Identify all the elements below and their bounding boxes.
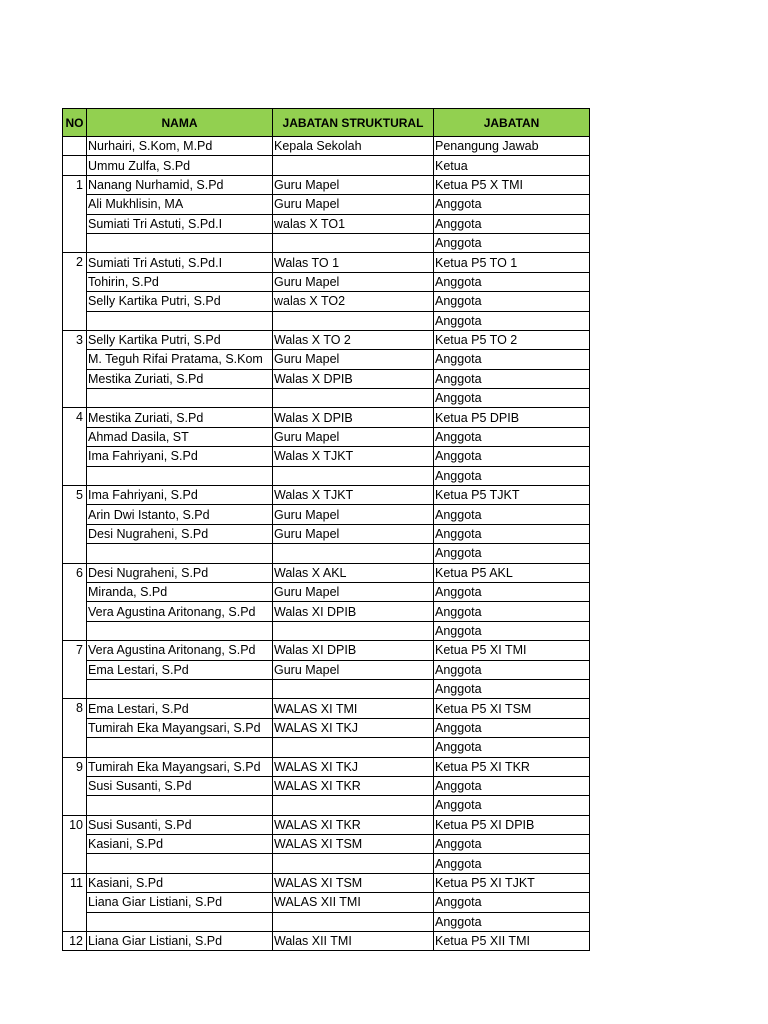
cell-nama: Kasiani, S.Pd [87, 873, 273, 892]
cell-no [63, 311, 87, 330]
cell-jabatan: Anggota [434, 544, 590, 563]
cell-jabatan-struktural: Walas X DPIB [273, 408, 434, 427]
cell-jabatan-struktural: WALAS XI TSM [273, 835, 434, 854]
cell-nama: Ima Fahriyani, S.Pd [87, 486, 273, 505]
header-no: NO [63, 109, 87, 137]
cell-jabatan-struktural: Walas X TJKT [273, 447, 434, 466]
cell-jabatan: Ketua P5 XII TMI [434, 932, 590, 951]
table-row [63, 563, 590, 582]
cell-jabatan: Anggota [434, 893, 590, 912]
cell-jabatan: Ketua P5 AKL [434, 563, 590, 582]
cell-nama: Vera Agustina Aritonang, S.Pd [87, 602, 273, 621]
cell-jabatan: Anggota [434, 582, 590, 601]
cell-jabatan: Ketua P5 XI TMI [434, 641, 590, 660]
cell-jabatan: Anggota [434, 621, 590, 640]
cell-no [63, 835, 87, 854]
cell-jabatan-struktural: WALAS XI TSM [273, 873, 434, 892]
cell-no: 3 [63, 330, 87, 349]
cell-no [63, 679, 87, 698]
cell-no [63, 660, 87, 679]
cell-jabatan: Anggota [434, 718, 590, 737]
table-row [63, 350, 590, 369]
cell-nama: Selly Kartika Putri, S.Pd [87, 292, 273, 311]
cell-nama: Selly Kartika Putri, S.Pd [87, 330, 273, 349]
table-row [63, 524, 590, 543]
table-row [63, 738, 590, 757]
cell-nama: Susi Susanti, S.Pd [87, 776, 273, 795]
cell-nama: Kasiani, S.Pd [87, 835, 273, 854]
cell-jabatan-struktural [273, 796, 434, 815]
cell-jabatan-struktural: Walas X AKL [273, 563, 434, 582]
cell-no [63, 214, 87, 233]
cell-nama [87, 912, 273, 931]
table-row [63, 893, 590, 912]
cell-no: 1 [63, 175, 87, 194]
cell-nama [87, 544, 273, 563]
cell-nama [87, 389, 273, 408]
cell-nama [87, 621, 273, 640]
committee-table [62, 108, 590, 951]
cell-jabatan-struktural: Kepala Sekolah [273, 137, 434, 156]
cell-jabatan: Anggota [434, 660, 590, 679]
cell-no: 8 [63, 699, 87, 718]
cell-jabatan: Ketua P5 TO 1 [434, 253, 590, 272]
cell-jabatan-struktural: Walas XI DPIB [273, 641, 434, 660]
cell-no [63, 350, 87, 369]
cell-jabatan-struktural [273, 389, 434, 408]
table-row [63, 602, 590, 621]
cell-no [63, 427, 87, 446]
table-row [63, 408, 590, 427]
cell-jabatan: Ketua P5 XI DPIB [434, 815, 590, 834]
cell-nama: Tumirah Eka Mayangsari, S.Pd [87, 718, 273, 737]
cell-jabatan: Anggota [434, 272, 590, 291]
cell-jabatan-struktural: Guru Mapel [273, 427, 434, 446]
cell-jabatan-struktural: Guru Mapel [273, 350, 434, 369]
cell-jabatan-struktural: Walas XII TMI [273, 932, 434, 951]
table-row [63, 253, 590, 272]
header-jabatan-struktural: JABATAN STRUKTURAL [273, 109, 434, 137]
cell-jabatan-struktural: Walas XI DPIB [273, 602, 434, 621]
table-row [63, 679, 590, 698]
cell-jabatan-struktural [273, 466, 434, 485]
cell-no [63, 369, 87, 388]
cell-no: 7 [63, 641, 87, 660]
cell-jabatan-struktural: Walas X TO 2 [273, 330, 434, 349]
cell-no [63, 718, 87, 737]
cell-jabatan-struktural [273, 912, 434, 931]
cell-no [63, 776, 87, 795]
table-row [63, 175, 590, 194]
cell-nama: Desi Nugraheni, S.Pd [87, 563, 273, 582]
cell-jabatan: Anggota [434, 679, 590, 698]
cell-nama: Susi Susanti, S.Pd [87, 815, 273, 834]
cell-no: 6 [63, 563, 87, 582]
cell-nama: Ummu Zulfa, S.Pd [87, 156, 273, 175]
cell-jabatan: Ketua P5 XI TKR [434, 757, 590, 776]
cell-no [63, 582, 87, 601]
cell-jabatan-struktural [273, 311, 434, 330]
cell-jabatan: Anggota [434, 796, 590, 815]
cell-jabatan-struktural [273, 679, 434, 698]
cell-nama: Miranda, S.Pd [87, 582, 273, 601]
cell-jabatan: Anggota [434, 369, 590, 388]
cell-no: 10 [63, 815, 87, 834]
cell-jabatan: Anggota [434, 292, 590, 311]
cell-jabatan-struktural: Guru Mapel [273, 272, 434, 291]
cell-nama [87, 679, 273, 698]
table-row [63, 932, 590, 951]
table-row [63, 214, 590, 233]
cell-jabatan: Anggota [434, 214, 590, 233]
cell-nama: Arin Dwi Istanto, S.Pd [87, 505, 273, 524]
cell-no [63, 447, 87, 466]
table-row [63, 776, 590, 795]
cell-jabatan-struktural [273, 156, 434, 175]
cell-nama: Ema Lestari, S.Pd [87, 699, 273, 718]
table-row [63, 292, 590, 311]
cell-jabatan-struktural: walas X TO1 [273, 214, 434, 233]
cell-nama [87, 854, 273, 873]
cell-no [63, 466, 87, 485]
cell-jabatan: Ketua P5 XI TJKT [434, 873, 590, 892]
cell-jabatan: Ketua P5 TJKT [434, 486, 590, 505]
cell-no [63, 621, 87, 640]
cell-nama: M. Teguh Rifai Pratama, S.Kom [87, 350, 273, 369]
cell-jabatan-struktural: WALAS XII TMI [273, 893, 434, 912]
cell-jabatan-struktural: WALAS XI TMI [273, 699, 434, 718]
cell-jabatan: Anggota [434, 835, 590, 854]
cell-nama [87, 311, 273, 330]
table-row [63, 621, 590, 640]
cell-no [63, 893, 87, 912]
table-row [63, 233, 590, 252]
cell-jabatan-struktural: Guru Mapel [273, 582, 434, 601]
cell-jabatan: Anggota [434, 233, 590, 252]
cell-no: 12 [63, 932, 87, 951]
cell-nama: Ali Mukhlisin, MA [87, 195, 273, 214]
table-row [63, 369, 590, 388]
table-body [63, 137, 590, 951]
cell-jabatan: Anggota [434, 912, 590, 931]
cell-jabatan: Penangung Jawab [434, 137, 590, 156]
table-row [63, 815, 590, 834]
cell-no [63, 292, 87, 311]
cell-nama [87, 796, 273, 815]
cell-nama: Ima Fahriyani, S.Pd [87, 447, 273, 466]
table-row [63, 389, 590, 408]
cell-no [63, 505, 87, 524]
cell-nama: Tumirah Eka Mayangsari, S.Pd [87, 757, 273, 776]
cell-nama: Mestika Zuriati, S.Pd [87, 408, 273, 427]
table-row [63, 447, 590, 466]
table-row [63, 873, 590, 892]
cell-jabatan-struktural [273, 738, 434, 757]
cell-no: 5 [63, 486, 87, 505]
cell-jabatan: Ketua [434, 156, 590, 175]
cell-jabatan-struktural: WALAS XI TKR [273, 815, 434, 834]
cell-no [63, 524, 87, 543]
table-row [63, 427, 590, 446]
table-row [63, 854, 590, 873]
cell-jabatan: Ketua P5 XI TSM [434, 699, 590, 718]
cell-nama: Nurhairi, S.Kom, M.Pd [87, 137, 273, 156]
cell-jabatan: Ketua P5 DPIB [434, 408, 590, 427]
table-row [63, 660, 590, 679]
cell-nama [87, 233, 273, 252]
cell-jabatan: Anggota [434, 505, 590, 524]
cell-jabatan: Anggota [434, 466, 590, 485]
table-row [63, 195, 590, 214]
cell-jabatan-struktural [273, 621, 434, 640]
table-row [63, 505, 590, 524]
table-row [63, 796, 590, 815]
cell-jabatan: Anggota [434, 350, 590, 369]
cell-jabatan-struktural [273, 233, 434, 252]
cell-no [63, 195, 87, 214]
cell-jabatan-struktural: Walas X TJKT [273, 486, 434, 505]
cell-nama: Sumiati Tri Astuti, S.Pd.I [87, 253, 273, 272]
cell-nama: Ahmad Dasila, ST [87, 427, 273, 446]
cell-jabatan-struktural: WALAS XI TKJ [273, 757, 434, 776]
cell-jabatan: Anggota [434, 738, 590, 757]
cell-no [63, 544, 87, 563]
cell-nama: Liana Giar Listiani, S.Pd [87, 893, 273, 912]
header-row [63, 109, 590, 137]
cell-nama: Ema Lestari, S.Pd [87, 660, 273, 679]
cell-jabatan-struktural [273, 854, 434, 873]
cell-jabatan-struktural: WALAS XI TKR [273, 776, 434, 795]
cell-nama: Nanang Nurhamid, S.Pd [87, 175, 273, 194]
table-row [63, 757, 590, 776]
cell-jabatan-struktural: WALAS XI TKJ [273, 718, 434, 737]
cell-jabatan-struktural: Guru Mapel [273, 195, 434, 214]
cell-no [63, 156, 87, 175]
cell-jabatan-struktural: Guru Mapel [273, 660, 434, 679]
cell-no: 4 [63, 408, 87, 427]
cell-jabatan-struktural: Guru Mapel [273, 524, 434, 543]
header-nama: NAMA [87, 109, 273, 137]
cell-jabatan-struktural: Guru Mapel [273, 175, 434, 194]
cell-jabatan: Anggota [434, 427, 590, 446]
table-row [63, 835, 590, 854]
cell-nama [87, 738, 273, 757]
table-row [63, 466, 590, 485]
cell-no [63, 233, 87, 252]
cell-jabatan-struktural: Guru Mapel [273, 505, 434, 524]
cell-no [63, 137, 87, 156]
cell-nama: Liana Giar Listiani, S.Pd [87, 932, 273, 951]
cell-jabatan: Anggota [434, 389, 590, 408]
table-row [63, 718, 590, 737]
table-row [63, 699, 590, 718]
cell-jabatan: Anggota [434, 195, 590, 214]
cell-jabatan-struktural [273, 544, 434, 563]
cell-no [63, 854, 87, 873]
cell-jabatan: Ketua P5 X TMI [434, 175, 590, 194]
cell-nama: Vera Agustina Aritonang, S.Pd [87, 641, 273, 660]
table-row [63, 330, 590, 349]
cell-nama: Tohirin, S.Pd [87, 272, 273, 291]
cell-no: 9 [63, 757, 87, 776]
cell-no [63, 389, 87, 408]
table-row [63, 311, 590, 330]
cell-nama: Mestika Zuriati, S.Pd [87, 369, 273, 388]
cell-no: 11 [63, 873, 87, 892]
table-row [63, 582, 590, 601]
cell-jabatan-struktural: Walas X DPIB [273, 369, 434, 388]
table-row [63, 641, 590, 660]
table-row [63, 156, 590, 175]
cell-no: 2 [63, 253, 87, 272]
cell-jabatan: Anggota [434, 854, 590, 873]
cell-no [63, 602, 87, 621]
cell-jabatan: Ketua P5 TO 2 [434, 330, 590, 349]
cell-no [63, 912, 87, 931]
cell-jabatan: Anggota [434, 524, 590, 543]
cell-jabatan: Anggota [434, 776, 590, 795]
table-row [63, 137, 590, 156]
table-row [63, 912, 590, 931]
table-row [63, 544, 590, 563]
table-row [63, 272, 590, 291]
cell-jabatan-struktural: walas X TO2 [273, 292, 434, 311]
cell-jabatan: Anggota [434, 311, 590, 330]
cell-nama: Desi Nugraheni, S.Pd [87, 524, 273, 543]
header-jabatan: JABATAN [434, 109, 590, 137]
cell-nama: Sumiati Tri Astuti, S.Pd.I [87, 214, 273, 233]
cell-no [63, 272, 87, 291]
cell-jabatan: Anggota [434, 602, 590, 621]
cell-jabatan: Anggota [434, 447, 590, 466]
table-row [63, 486, 590, 505]
cell-no [63, 738, 87, 757]
cell-nama [87, 466, 273, 485]
cell-no [63, 796, 87, 815]
cell-jabatan-struktural: Walas TO 1 [273, 253, 434, 272]
